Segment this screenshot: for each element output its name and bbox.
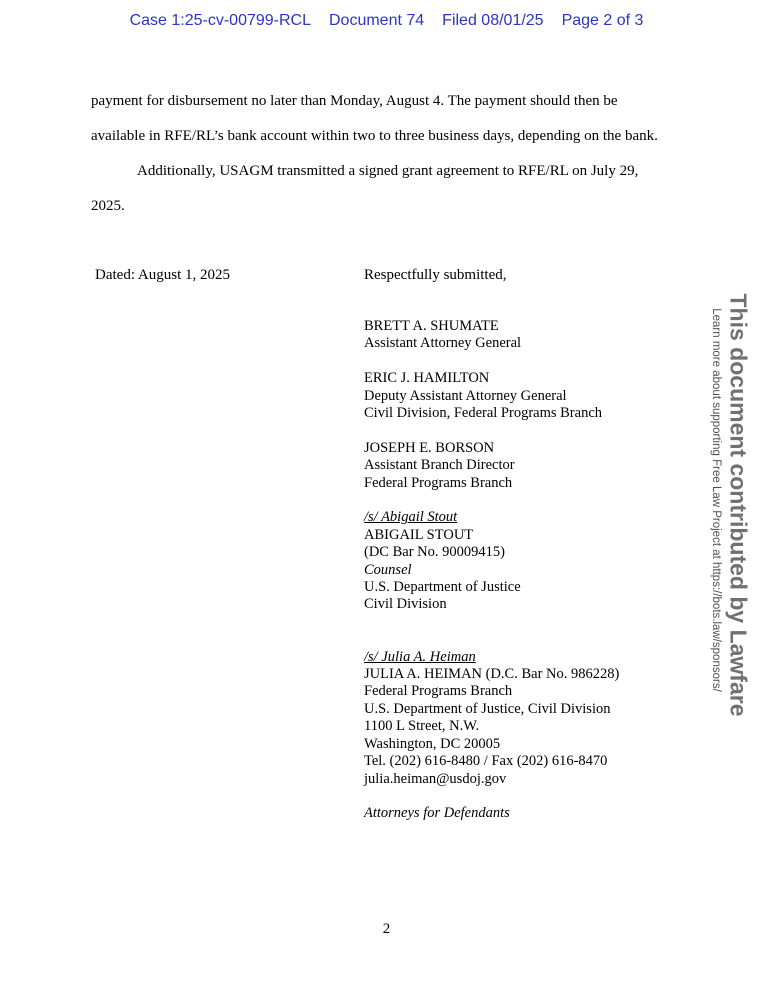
bar-number: (DC Bar No. 90009415) — [364, 544, 505, 561]
stout-signature: /s/ Abigail Stout — [364, 509, 458, 526]
signer-title: Assistant Branch Director — [364, 457, 515, 474]
body-line-2: available in RFE/RL’s bank account within two to three business days, depending on the bank. — [91, 128, 658, 144]
page-number: 2 — [382, 921, 391, 937]
case-header — [0, 12, 773, 30]
page-indicator: Page 2 of 3 — [561, 12, 644, 29]
signer-name: ERIC J. HAMILTON — [364, 370, 490, 387]
signer-org: U.S. Department of Justice, Civil Division — [364, 700, 611, 717]
signer-title: Deputy Assistant Attorney General — [364, 387, 567, 404]
signer-branch: Federal Programs Branch — [364, 474, 513, 491]
signer-title: Counsel — [364, 561, 412, 578]
body-line-1: payment for disbursement no later than Monday, August 4. The payment should then be — [91, 93, 618, 109]
signer-name: ABIGAIL STOUT — [364, 526, 474, 543]
signature-block — [364, 318, 619, 823]
signer-org: U.S. Department of Justice — [364, 579, 521, 596]
attorneys-for-defendants: Attorneys for Defendants — [364, 805, 510, 822]
street-address: 1100 L Street, N.W. — [364, 718, 480, 735]
case-number: Case 1:25-cv-00799-RCL — [129, 12, 311, 29]
signer-name: BRETT A. SHUMATE — [364, 318, 499, 334]
shumate-block — [364, 318, 619, 353]
document-number: Document 74 — [329, 12, 425, 29]
free-law-project-link[interactable]: Learn more about supporting Free Law Project at https://bots.law/sponsors/ — [710, 308, 722, 692]
respectfully-submitted: Respectfully submitted, — [364, 267, 507, 283]
phone-fax: Tel. (202) 616-8480 / Fax (202) 616-8470 — [364, 753, 608, 770]
signer-name: JULIA A. HEIMAN (D.C. Bar No. 986228) — [364, 666, 620, 683]
body-line-4: 2025. — [91, 198, 125, 214]
signer-division: Civil Division — [364, 596, 447, 613]
signer-name: JOSEPH E. BORSON — [364, 439, 495, 456]
lawfare-contribution-banner: This document contributed by Lawfare — [725, 293, 752, 717]
heiman-signature: /s/ Julia A. Heiman — [364, 648, 476, 665]
heiman-block — [364, 649, 619, 788]
signer-title: Assistant Attorney General — [364, 335, 522, 352]
city-address: Washington, DC 20005 — [364, 735, 501, 752]
hamilton-block — [364, 370, 619, 422]
borson-block — [364, 440, 619, 492]
body-line-3: Additionally, USAGM transmitted a signed grant agreement to RFE/RL on July 29, — [137, 163, 639, 179]
filed-date: Filed 08/01/25 — [442, 12, 544, 29]
dated-line: Dated: August 1, 2025 — [95, 267, 230, 283]
signer-division: Civil Division, Federal Programs Branch — [364, 405, 603, 422]
stout-block — [364, 509, 619, 613]
email: julia.heiman@usdoj.gov — [364, 770, 507, 787]
signer-branch: Federal Programs Branch — [364, 683, 513, 700]
